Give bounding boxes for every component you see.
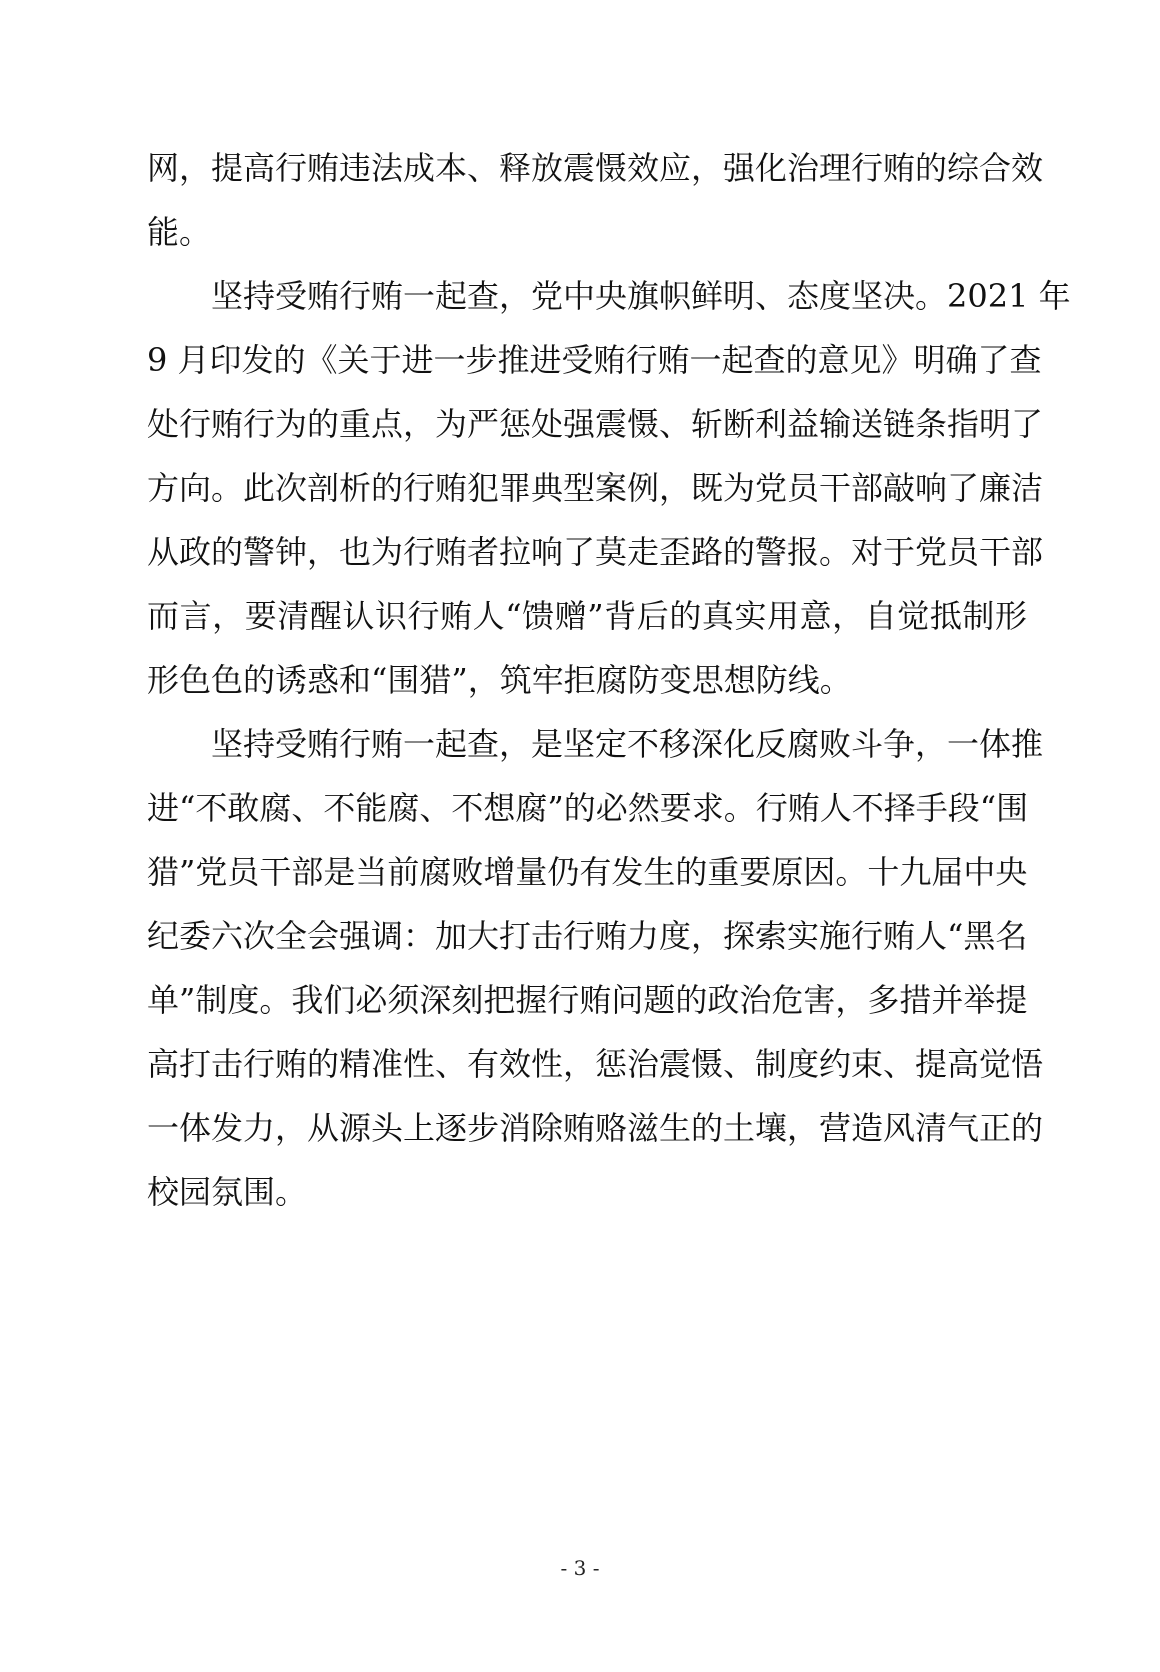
text-line: 9 月印发的《关于进一步推进受贿行贿一起查的意见》明确了查 — [147, 341, 1042, 379]
text-line: 网，提高行贿违法成本、释放震慑效应，强化治理行贿的综合效 — [147, 149, 1044, 187]
text-line: 进“不敢腐、不能腐、不想腐”的必然要求。行贿人不择手段“围 — [147, 789, 1029, 827]
paragraph-first-line: 坚持受贿行贿一起查，是坚定不移深化反腐败斗争，一体推 — [211, 725, 1044, 763]
paragraph-first-line: 坚持受贿行贿一起查，党中央旗帜鲜明、态度坚决。2021 年 — [211, 277, 1071, 315]
page-number: - 3 - — [560, 1556, 600, 1580]
text-line: 一体发力，从源头上逐步消除贿赂滋生的土壤，营造风清气正的 — [147, 1109, 1044, 1147]
text-line: 纪委六次全会强调：加大打击行贿力度，探索实施行贿人“黑名 — [147, 917, 1028, 955]
text-line: 形色色的诱惑和“围猎”，筑牢拒腐防变思想防线。 — [147, 661, 852, 699]
text-line: 单”制度。我们必须深刻把握行贿问题的政治危害，多措并举提 — [147, 981, 1028, 1019]
text-line: 从政的警钟，也为行贿者拉响了莫走歪路的警报。对于党员干部 — [147, 533, 1044, 571]
text-line: 校园氛围。 — [147, 1173, 308, 1211]
text-line: 高打击行贿的精准性、有效性，惩治震慑、制度约束、提高觉悟 — [147, 1045, 1044, 1083]
text-line: 处行贿行为的重点，为严惩处强震慑、斩断利益输送链条指明了 — [147, 405, 1044, 443]
text-line: 方向。此次剖析的行贿犯罪典型案例，既为党员干部敲响了廉洁 — [147, 469, 1044, 507]
text-line: 能。 — [147, 213, 212, 251]
text-line: 猎”党员干部是当前腐败增量仍有发生的重要原因。十九届中央 — [147, 853, 1028, 891]
text-line: 而言，要清醒认识行贿人“馈赠”背后的真实用意，自觉抵制形 — [147, 597, 1027, 635]
